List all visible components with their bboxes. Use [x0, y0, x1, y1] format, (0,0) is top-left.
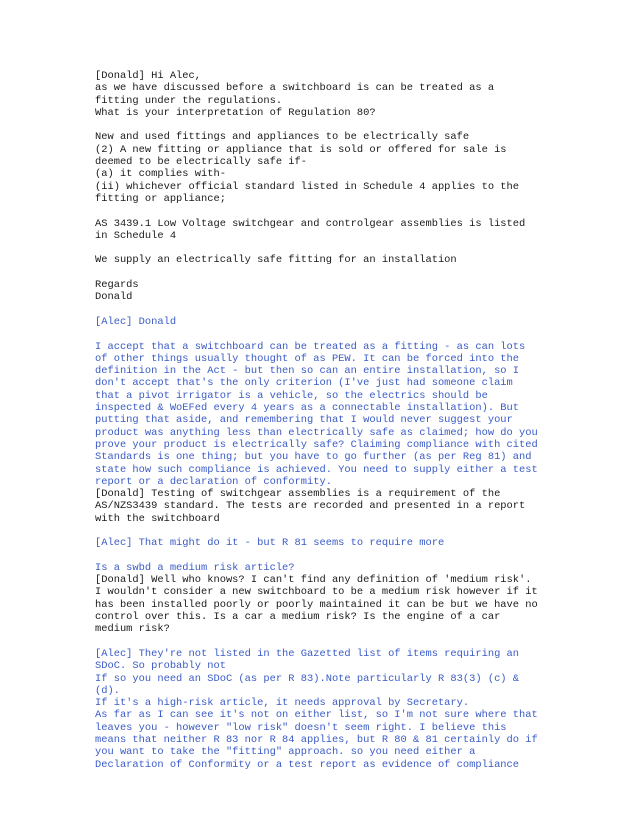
donald-message-line: New and used fittings and appliances to be electrically safe [95, 131, 470, 144]
alec-reply-line: As far as I can see it's not on either list, so I'm not sure where that [95, 709, 538, 722]
alec-reply-line: If so you need an SDoC (as per R 83).Note particularly R 83(3) (c) & [95, 672, 520, 685]
alec-reply-line: state how such compliance is achieved. You need to supply either a test [95, 463, 538, 476]
alec-reply-line: definition in the Act - but then so can an entire installation, so I [95, 365, 520, 378]
donald-message-line: medium risk? [95, 623, 170, 636]
paragraph-gap [95, 550, 625, 562]
paragraph-gap [95, 636, 625, 648]
alec-reply-line: [Alec] Donald [95, 315, 177, 328]
alec-reply-line: SDoC. So probably not [95, 660, 226, 673]
alec-reply-line: Declaration of Conformity or a test report as evidence of compliance [95, 758, 520, 771]
alec-reply-line: means that neither R 83 nor R 84 applies, but R 80 & 81 certainly do if [95, 734, 538, 747]
donald-message-line: What is your interpretation of Regulation 80? [95, 106, 376, 119]
alec-reply-line: [Alec] They're not listed in the Gazetted list of items requiring an [95, 647, 520, 660]
alec-reply-line: report or a declaration of conformity. [95, 475, 332, 488]
alec-reply-line: inspected & WoEFed every 4 years as a connectable installation). But [95, 402, 520, 415]
alec-reply-line: (d). [95, 684, 120, 697]
alec-reply-line: [Alec] That might do it - but R 81 seems to require more [95, 537, 445, 550]
donald-message-line: fitting or appliance; [95, 192, 226, 205]
donald-message-line: [Donald] Hi Alec, [95, 70, 202, 82]
alec-reply-line: prove your product is electrically safe? Claiming compliance with cited [95, 438, 538, 451]
alec-reply-line: product was anything less than electrically safe as claimed; how do you [95, 426, 538, 439]
paragraph-gap [95, 304, 625, 316]
donald-message-line: as we have discussed before a switchboard is can be treated as a [95, 82, 495, 95]
email-thread [95, 70, 625, 771]
paragraph-gap [95, 525, 625, 537]
donald-message-line: (2) A new fitting or appliance that is sold or offered for sale is [95, 143, 507, 156]
donald-message-line: has been installed poorly or poorly maintained it can be but we have no [95, 598, 538, 611]
donald-message-line: Donald [95, 291, 133, 304]
alec-reply-line: If it's a high-risk article, it needs approval by Secretary. [95, 697, 470, 710]
alec-reply-line: Is a swbd a medium risk article? [95, 561, 295, 574]
donald-message-line: in Schedule 4 [95, 229, 177, 242]
paragraph-gap [95, 242, 625, 254]
alec-reply-line: of other things usually thought of as PEW. It can be forced into the [95, 352, 520, 365]
donald-message-line: AS/NZS3439 standard. The tests are recorded and presented in a report [95, 500, 526, 513]
alec-reply-line: leaves you - however "low risk" doesn't seem right. I believe this [95, 721, 507, 734]
alec-reply-line: Standards is one thing; but you have to go further (as per Reg 81) and [95, 451, 532, 464]
donald-message-line: AS 3439.1 Low Voltage switchgear and controlgear assemblies is listed [95, 217, 526, 230]
alec-reply-line: don't accept that's the only criterion (I've just had someone claim [95, 377, 513, 390]
alec-reply-line: you want to take the "fitting" approach. so you need either a [95, 746, 476, 759]
paragraph-gap [95, 267, 625, 279]
donald-message-line: control over this. Is a car a medium risk? Is the engine of a car [95, 611, 501, 624]
donald-message-line: We supply an electrically safe fitting for an installation [95, 254, 457, 267]
donald-message-line: with the switchboard [95, 512, 220, 525]
donald-message-line: [Donald] Testing of switchgear assemblies is a requirement of the [95, 488, 501, 501]
donald-message-line: (ii) whichever official standard listed in Schedule 4 applies to the [95, 180, 520, 193]
paragraph-gap [95, 328, 625, 340]
donald-message-line: Regards [95, 279, 139, 292]
paragraph-gap [95, 205, 625, 217]
paragraph-gap [95, 119, 625, 131]
alec-reply-line: I accept that a switchboard can be treated as a fitting - as can lots [95, 340, 526, 353]
donald-message-line: deemed to be electrically safe if- [95, 156, 308, 169]
donald-message-line: [Donald] Well who knows? I can't find any definition of 'medium risk'. [95, 574, 532, 587]
alec-reply-line: putting that aside, and remembering that I would never suggest your [95, 414, 513, 427]
donald-message-line: (a) it complies with- [95, 168, 226, 181]
donald-message-line: fitting under the regulations. [95, 94, 283, 107]
alec-reply-line: that a pivot irrigator is a vehicle, so the electrics should be [95, 389, 488, 402]
donald-message-line: I wouldn't consider a new switchboard to be a medium risk however if it [95, 586, 538, 599]
